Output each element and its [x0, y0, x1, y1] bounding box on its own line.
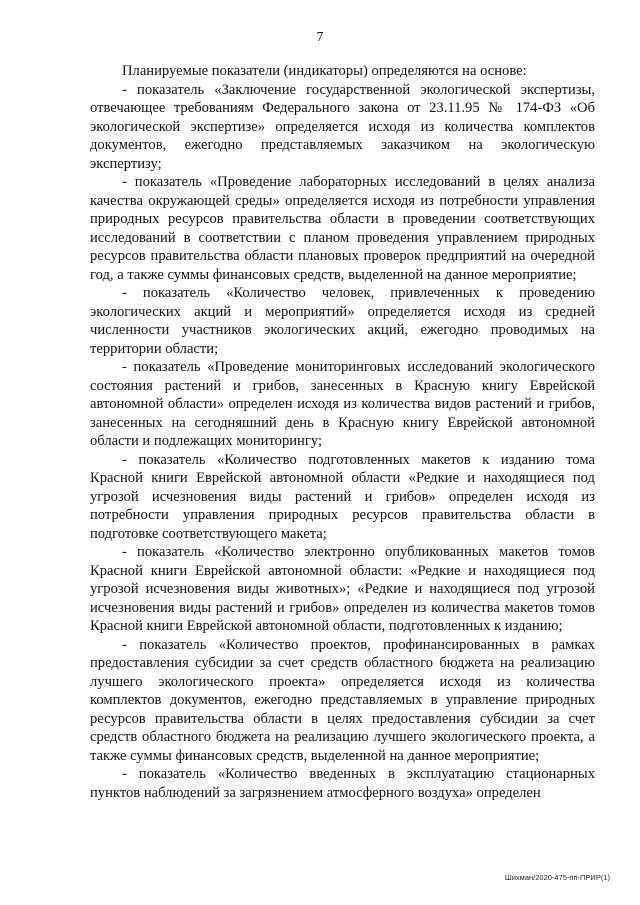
- paragraph-monitoring-plants: - показатель «Проведение мониторинговых исследований экологического состояния растений и грибов, занесенных в Красную книгу Еврейской автономной области» определен исходя из количества видов растений и грибов, занесенных на сегодняшний день в Красную книгу Еврейской автономной области и подлежащих мониторингу;: [90, 359, 595, 449]
- paragraph-subsidy-projects: - показатель «Количество проектов, профинансированных в рамках предоставления субсидии за счет средств областного бюджета на реализацию лучшего экологического проекта» определяется исходя из количества комплектов документов, ежегодно представляемых в управление природных ресурсов правительства области в целях предоставления субсидии за счет средств областного бюджета на реализацию лучшего экологического проекта, а также суммы финансовых средств, выделенной на данное мероприятие;: [90, 636, 595, 764]
- document-code: Шихман/2020-475-пп-ПРИР(1): [504, 873, 610, 882]
- paragraph-electronic-publication: - показатель «Количество электронно опубликованных макетов томов Красной книги Еврейской автономной области: «Редкие и находящиеся под угрозой исчезновения виды животных»; «Редкие и находящиеся под угрозой исчезновения виды растений и грибов» определен из количества макетов томов Красной книги Еврейской автономной области, подготовленных к изданию;: [90, 544, 595, 634]
- paragraph-red-book-layouts: - показатель «Количество подготовленных макетов к изданию тома Красной книги Еврейской автономной области «Редкие и находящиеся под угрозой исчезновения виды растений и грибов» определен исходя из потребности управления природных ресурсов правительства области в подготовке соответствующего макета;: [90, 451, 595, 542]
- page-number: 7: [316, 30, 324, 45]
- intro-paragraph: Планируемые показатели (индикаторы) определяются на основе:: [122, 63, 527, 79]
- document-body: [90, 62, 595, 802]
- paragraph-ecological-expertise: - показатель «Заключение государственной экологической экспертизы, отвечающее требованиям Федерального закона от 23.11.95 № 174-ФЗ «Об экологической экспертизе» определяется исходя из количества комплектов документов, ежегодно представляемых заказчиком на экологическую экспертизу;: [90, 81, 595, 172]
- paragraph-ecological-actions: - показатель «Количество человек, привлеченных к проведению экологических акций и мероприятий» определяется исходя из средней численности участников экологических акций, ежегодно проводимых на территории области;: [90, 285, 595, 357]
- paragraph-lab-research: - показатель «Проведение лабораторных исследований в целях анализа качества окружающей среды» определяется исходя из потребности управления природных ресурсов правительства области в проведении соответствующих исследований в соответствии с планом проведения управлением природных ресурсов правительства области плановых проверок предприятий на очередной год, а также суммы финансовых средств, выделенной на данное мероприятие;: [90, 174, 595, 283]
- paragraph-air-monitoring-stations: - показатель «Количество введенных в эксплуатацию стационарных пунктов наблюдений за загрязнением атмосферного воздуха» определен: [90, 766, 595, 801]
